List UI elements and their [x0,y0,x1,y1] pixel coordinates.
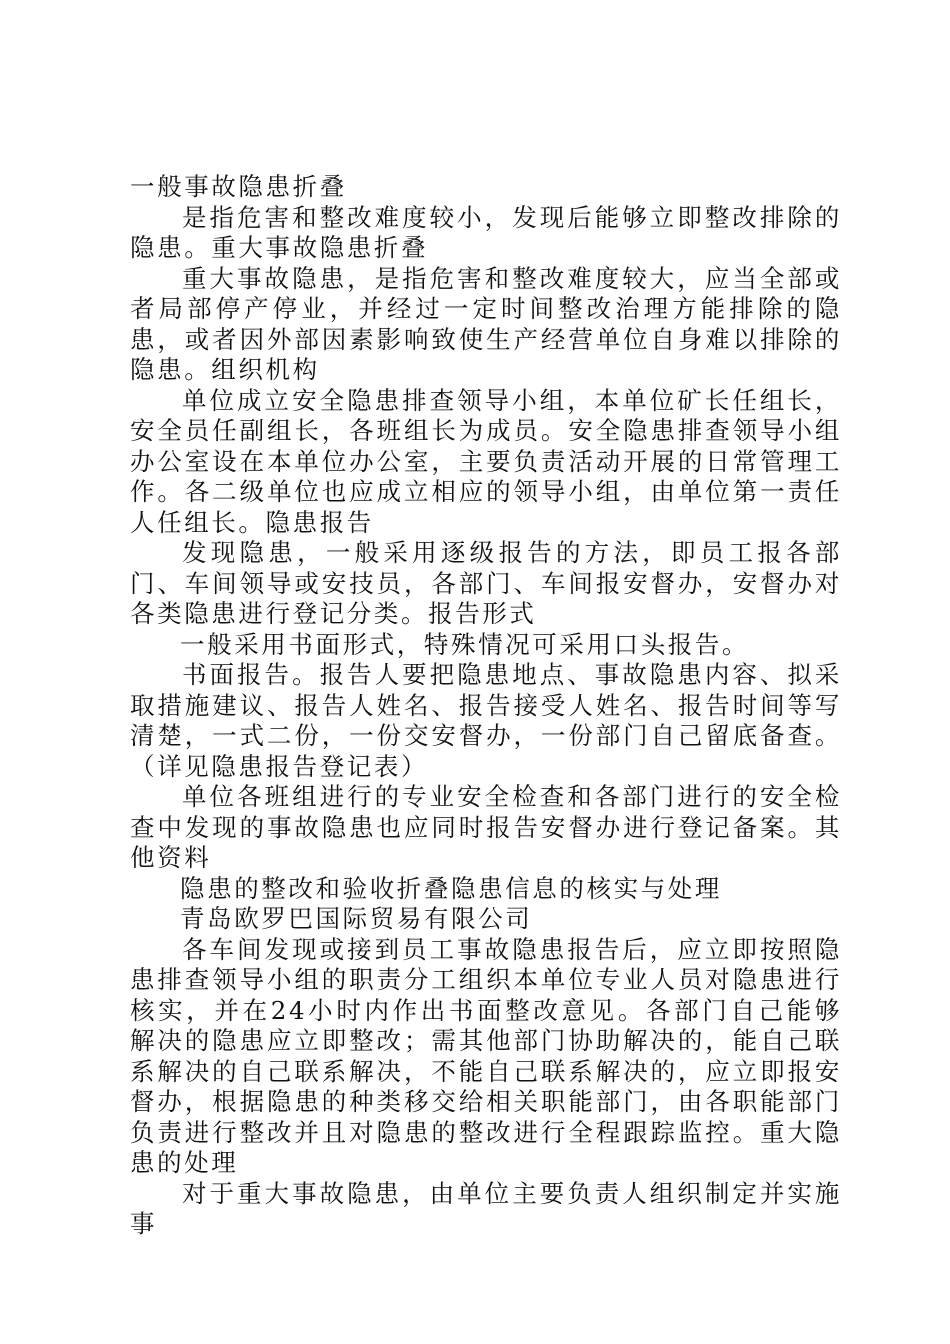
paragraph-major-hazard-handling: 对于重大事故隐患，由单位主要负责人组织制定并实施事 [130,1178,842,1238]
heading-general-hazard: 一般事故隐患折叠 [130,172,347,201]
paragraph-hazard-reporting: 发现隐患，一般采用逐级报告的方法，即员工报各部门、车间领导或安技员，各部门、车间报安督办，安督办对各类隐患进行登记分类。报告形式 [130,538,842,628]
paragraph-report-form: 一般采用书面形式，特殊情况可采用口头报告。 [180,629,750,659]
heading-rectification: 隐患的整改和验收折叠隐患信息的核实与处理 [180,873,722,903]
company-name: 青岛欧罗巴国际贸易有限公司 [180,904,533,933]
paragraph-general-hazard-definition: 是指危害和整改难度较小，发现后能够立即整改排除的隐患。重大事故隐患折叠 [130,202,842,262]
paragraph-organization: 单位成立安全隐患排查领导小组，本单位矿长任组长，安全员任副组长，各班组长为成员。安全隐患排查领导小组办公室设在本单位办公室，主要负责活动开展的日常管理工作。各二级单位也应成立相应的领导小组，由单位第一责任人任组长。隐患报告 [130,385,842,537]
paragraph-major-hazard-definition: 重大事故隐患，是指危害和整改难度较大，应当全部或者局部停产停业，并经过一定时间整改治理方能排除的隐患，或者因外部因素影响致使生产经营单位自身难以排除的隐患。组织机构 [130,263,842,384]
document-body [130,172,842,1240]
paragraph-verification: 各车间发现或接到员工事故隐患报告后，应立即按照隐患排查领导小组的职责分工组织本单位专业人员对隐患进行核实，并在24小时内作出书面整改意见。各部门自己能够解决的隐患应立即整改；需其他部门协助解决的，能自己联系解决的自己联系解决，不能自己联系解决的，应立即报安督办，根据隐患的种类移交给相关职能部门，由各职能部门负责进行整改并且对隐患的整改进行全程跟踪监控。重大隐患的处理 [130,934,842,1177]
paragraph-inspection-filing: 单位各班组进行的专业安全检查和各部门进行的安全检查中发现的事故隐患也应同时报告安督办进行登记备案。其他资料 [130,782,842,872]
paragraph-written-report: 书面报告。报告人要把隐患地点、事故隐患内容、拟采取措施建议、报告人姓名、报告接受人姓名、报告时间等写清楚，一式二份，一份交安督办，一份部门自己留底备查。（详见隐患报告登记表） [130,660,842,781]
